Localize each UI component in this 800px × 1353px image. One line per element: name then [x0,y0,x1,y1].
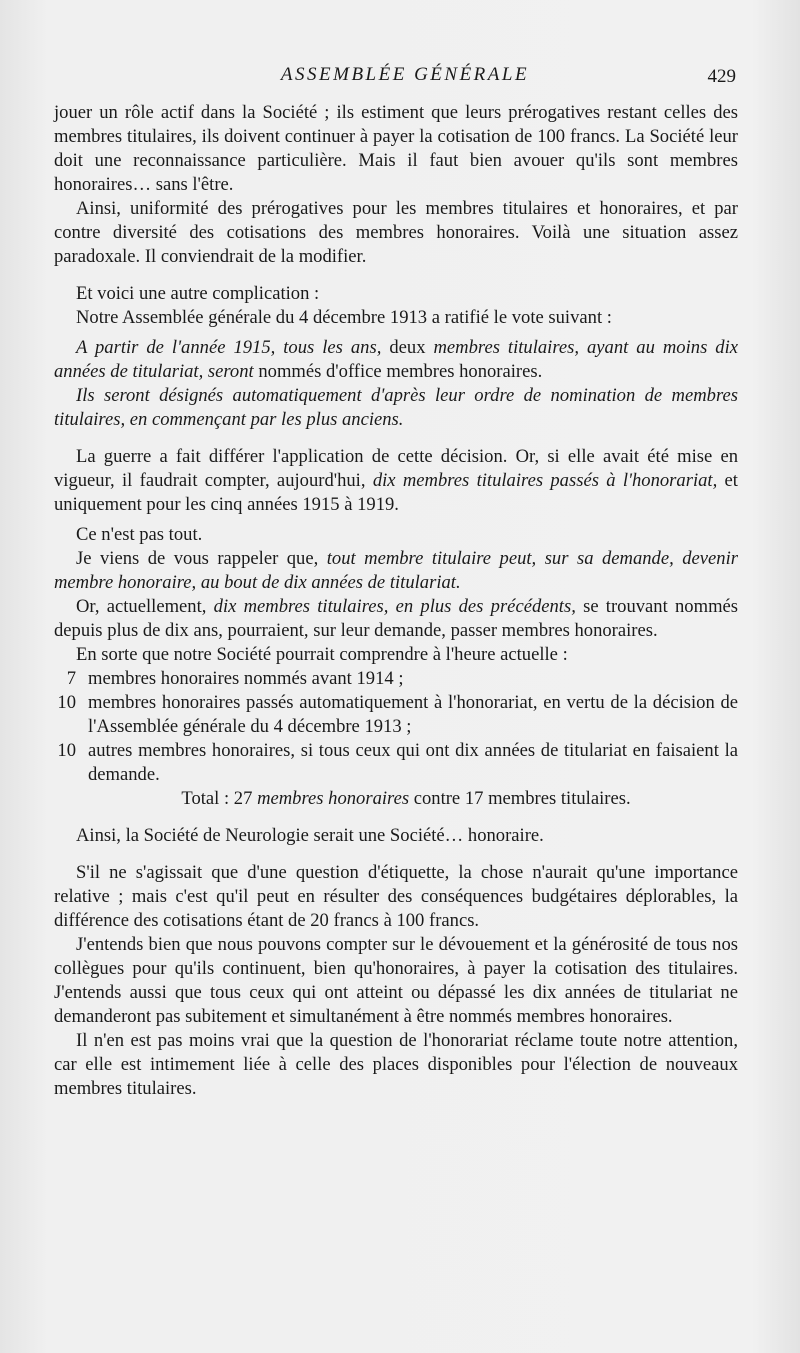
quote-rule-part: membres titulaires, ayant au moins dix années de titulariat, seront [54,337,739,382]
currently-part: se trouvant nommés depuis plus de dix ans, pourraient, sur leur demande, passer membres honoraires. [54,596,739,641]
paragraph-currently [54,595,738,643]
currently-part: Or, actuellement, [76,596,214,617]
list-item [54,691,738,739]
paragraph-uniformity: Ainsi, uniformité des prérogatives pour les membres titulaires et honoraires, et par contre diversité des cotisations des membres honoraires. Voilà une situation assez paradoxale. Il conviendrait de la modifier. [54,198,738,267]
running-title: ASSEMBLÉE GÉNÉRALE [280,64,530,85]
total-part: Total : 27 [181,788,258,809]
paragraph-conclusion: Il n'en est pas moins vrai que la question de l'honorariat réclame toute notre attention, car elle est intimement liée à celle des places disponibles pour l'élection de nouveaux membres titulaires. [54,1030,738,1099]
total-part: membres honoraires [257,788,410,809]
quote-rule-part: deux [381,337,434,358]
list-item-number: 7 [66,668,76,689]
page-number: 429 [707,66,736,87]
total-line [54,787,738,811]
membership-list [54,667,738,811]
paragraph-devotion: J'entends bien que nous pouvons compter sur le dévouement et la générosité de tous nos collègues pour qu'ils continuent, bien qu'honoraires, à payer la cotisation des titulaires. J'entends aussi que tous ceux qui ont atteint ou dépassé les dix années de titulariat ne demanderont pas subitement et simultanément à être nommés membres honoraires. [54,934,738,1027]
paragraph-not-all: Ce n'est pas tout. [76,524,203,545]
currently-part: dix membres titulaires, en plus des précédents, [213,596,576,617]
quote-designation [54,384,738,432]
quote-designation-text: Ils seront désignés automatiquement d'après leur ordre de nomination de membres titulaires, en commençant par les plus anciens. [54,385,738,430]
list-item-number: 10 [57,740,76,761]
list-item-text: autres membres honoraires, si tous ceux qui ont dix années de titulariat en faisaient la demande. [88,740,738,785]
war-part: et uniquement pour les cinq années 1915 à 1919. [54,470,738,515]
list-item-text: membres honoraires nommés avant 1914 ; [88,668,404,689]
recall-part: Je viens de vous rappeler que, [76,548,327,569]
recall-part: tout membre titulaire peut, sur sa demande, devenir membre honoraire, au bout de dix années de titulariat. [54,548,738,593]
war-part: La guerre a fait différer l'application de cette décision. Or, si elle avait été mise en vigueur, il faudrait compter, aujourd'hui, [54,446,738,491]
quote-rule-part: nommés d'office membres honoraires. [253,361,543,382]
list-item [54,667,738,691]
quote-rule [54,336,738,384]
paragraph-honorary-society: Ainsi, la Société de Neurologie serait une Société… honoraire. [76,825,544,846]
body-text [54,101,738,1101]
list-item-text: membres honoraires passés automatiquement à l'honorariat, en vertu de la décision de l'Assemblée générale du 4 décembre 1913 ; [88,692,738,737]
war-part: dix membres titulaires passés à l'honorariat, [372,470,718,491]
paragraph-so-that: En sorte que notre Société pourrait comprendre à l'heure actuelle : [76,644,568,665]
list-item [54,739,738,787]
paragraph-complication: Et voici une autre complication : [76,283,320,304]
total-part: contre 17 membres titulaires. [409,788,631,809]
quote-rule-part: tous les ans, [275,337,382,358]
paragraph-war [54,445,738,517]
quote-rule-part: A partir de l'année 1915, [76,337,276,358]
list-item-number: 10 [57,692,76,713]
paragraph-budget: S'il ne s'agissait que d'une question d'étiquette, la chose n'aurait qu'une importance relative ; mais c'est qu'il peut en résulter des conséquences budgétaires déplorables, la différence des cotisations étant de 20 francs à 100 francs. [54,862,738,931]
paragraph-assembly-vote: Notre Assemblée générale du 4 décembre 1913 a ratifié le vote suivant : [76,307,612,328]
page-header [0,64,800,94]
paragraph-recall [54,547,738,595]
paragraph-continued: jouer un rôle actif dans la Société ; ils estiment que leurs prérogatives restant celles des membres titulaires, ils doivent continuer à payer la cotisation de 100 francs. La Société leur doit une reconnaissance particulière. Mais il faut bien avouer qu'ils sont membres honoraires… sans l'être. [54,102,738,195]
